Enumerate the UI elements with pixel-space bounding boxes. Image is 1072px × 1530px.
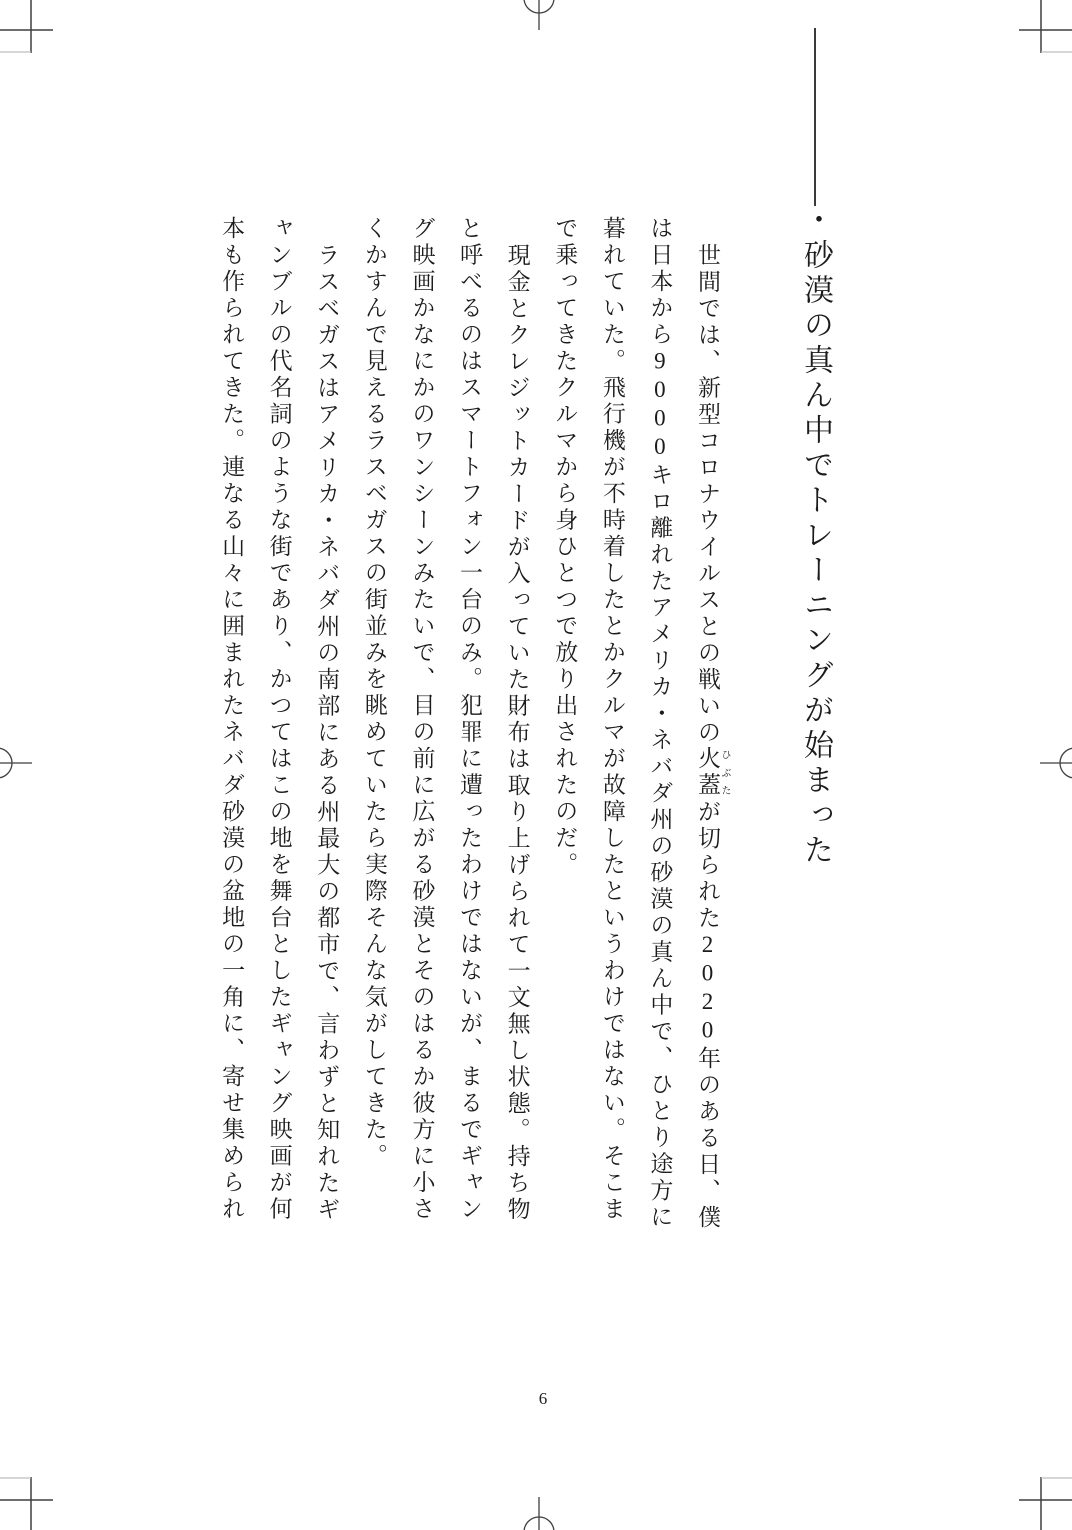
body-text xyxy=(205,216,731,1256)
text-column-p2-l4: くかすんで見えるラスベガスの街並みを眺めていたら実際そんな気がしてきた。 xyxy=(361,216,387,1170)
text-column-p3-l3: 本も作られてきた。連なる山々に囲まれたネバダ砂漠の盆地の一角に、寄せ集められ xyxy=(219,216,245,1223)
text-column-p1-l2: は日本から9000キロ離れたアメリカ・ネバダ州の砂漠の真ん中で、ひとり途方に xyxy=(647,216,673,1231)
text-column-p3-l1: ラスベガスはアメリカ・ネバダ州の南部にある州最大の都市で、言わずと知れたギ xyxy=(314,242,340,1223)
furigana-reading: ひぶた xyxy=(719,746,730,799)
register-mark-top-circle xyxy=(524,0,554,13)
upright-digits: 9000 xyxy=(647,348,673,463)
text-column-p1-l4: で乗ってきたクルマから身ひとつで放り出されたのだ。 xyxy=(552,216,578,879)
chapter-heading: ・砂漠の真ん中でトレーニングが始まった xyxy=(799,204,832,869)
page-number: 6 xyxy=(538,1389,548,1408)
upright-digits: 2020 xyxy=(695,931,720,1046)
text-column-p2-l2: と呼べるのはスマートフォン一台のみ。犯罪に遭ったわけではないが、まるでギャン xyxy=(457,216,483,1223)
text-column-p1-l3: 暮れていた。飛行機が不時着したとかクルマが故障したというわけではない。そこま xyxy=(599,216,625,1223)
heading-leader-line xyxy=(814,28,816,206)
text-column-p1-l1: 世間では、新型コロナウイルスとの戦いの火蓋 ひぶたが切られた2020年のある日、僕 xyxy=(695,242,730,1231)
register-mark-bottom-circle xyxy=(524,1517,554,1530)
text-column-p2-l3: グ映画かなにかのワンシーンみたいで、目の前に広がる砂漠とそのはるか彼方に小さ xyxy=(409,216,435,1223)
text-column-p3-l2: ャンブルの代名詞のような街であり、かつてはこの地を舞台としたギャング映画が何 xyxy=(266,216,292,1223)
text-column-p2-l1: 現金とクレジットカードが入っていた財布は取り上げられて一文無し状態。持ち物 xyxy=(504,242,530,1223)
register-mark-left-circle xyxy=(0,748,12,778)
furigana-ruby: 火蓋 ひぶた xyxy=(695,746,730,799)
register-mark-right-circle xyxy=(1060,748,1072,778)
